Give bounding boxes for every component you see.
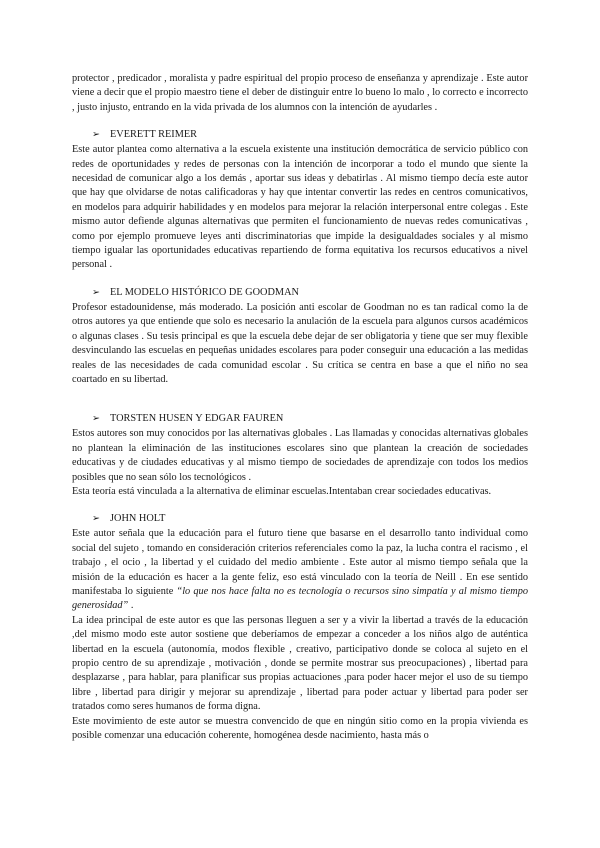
heading-text: EL MODELO HISTÓRICO DE GOODMAN — [110, 286, 299, 298]
paragraph-holt-2: La idea principal de este autor es que las personas lleguen a ser y a vivir la libertad a través de la educación ,del mismo modo este autor sostiene que deberíamos de empezar a conceder a los niños algo de auténtica libertad en la escuela (autonomía, modos flexible , creativo, participativo donde se coloca al sujeto en el propio centro de su aprendizaje , motivación , donde se permite mostrar sus preocupaciones) , libertad para desplazarse , para hablar, para planificar sus propias actuaciones ,para poder hacer mejor el uso de su tiempo libre , libertad para dirigir y mejorar su aprendizaje , libertad para poder actuar y libertad para poder ser tratados como seres humanos de forma digna. — [72, 614, 528, 713]
paragraph-holt-3: Este movimiento de este autor se muestra convencido de que en ningún sitio como en la propia vivienda es posible comenzar una educación coherente, homogénea desde nacimiento, hasta más o — [72, 715, 528, 742]
heading-goodman — [72, 284, 528, 301]
page-content — [72, 72, 528, 743]
arrow-bullet-icon: ➢ — [92, 413, 100, 425]
heading-text: JOHN HOLT — [110, 513, 166, 525]
arrow-bullet-icon: ➢ — [92, 286, 100, 298]
paragraph-teoria: Esta teoría está vinculada a la alternativa de eliminar escuelas.Intentaban crear sociedades educativas. — [72, 485, 492, 497]
paragraph-text: Este autor señala que la educación para el futuro tiene que basarse en el desarrollo tanto individual como social del sujeto , tomando en consideración criterios referenciales como la paz, la lucha contra el racismo , el trabajo , el ocio , la libertad y el cuidado del medio ambiente . Este autor al mismo tiempo señala que la misión de la educación es hacer a la gente feliz, eso está vinculado con la teoría de Neill . En ese sentido manifestaba lo siguiente — [72, 528, 528, 597]
arrow-bullet-icon: ➢ — [92, 513, 100, 525]
paragraph-end: . — [130, 600, 134, 612]
heading-text: TORSTEN HUSEN Y EDGAR FAUREN — [110, 413, 284, 425]
heading-everett-reimer — [72, 126, 528, 143]
paragraph-husen-fauren: Estos autores son muy conocidos por las alternativas globales . Las llamadas y conocidas alternativas globales no plantean la eliminación de las instituciones escolares sino que plantean la creación de sociedades educativas y de ciudades educativas y al mismo tiempo de sociedades de aprendizaje con todos los medios posibles que no sean sólo los tecnológicos . — [72, 428, 528, 483]
paragraph-holt-1 — [72, 527, 528, 613]
arrow-bullet-icon: ➢ — [92, 129, 100, 141]
heading-text: EVERETT REIMER — [110, 129, 198, 141]
paragraph-goodman: Profesor estadounidense, más moderado. La posición anti escolar de Goodman no es tan radical como la de otros autores ya que entiende que solo es necesario la anulación de la escuela para algunos cursos académicos o algunas clases . Su tesis principal es que la escuela debe dejar de ser obligatoria y tiene que ser muy flexible desvinculando las escuelas en pequeñas unidades escolares para poder conseguir una educación a las medidas reales de las necesidades de cada comunidad escolar . Su crítica se centra en base a que el niño no sea coartado en su libertad. — [72, 301, 528, 385]
quote-text: “lo que nos hace falta no es tecnología o recursos sino simpatía y al mismo tiempo generosidad” — [72, 585, 529, 612]
heading-john-holt — [72, 510, 528, 527]
paragraph-intro: protector , predicador , moralista y padre espiritual del propio proceso de enseñanza y aprendizaje . Este autor viene a decir que el propio maestro tiene el deber de distinguir entre lo bueno lo malo , lo correcto e incorrecto , justo injusto, entrando en la vida privada de los alumnos con la intención de ayudarles . — [72, 73, 528, 113]
paragraph-reimer: Este autor plantea como alternativa a la escuela existente una institución democrática de servicio público con redes de oportunidades y redes de personas con la intención de incorporar a todo el mundo que siente la necesidad de comunicar algo a los demás , aportar sus ideas y debatirlas . Al mismo tiempo decía este autor que hay que olvidarse de notas calificadoras y hay que intentar convertir las redes en centros comunicativos, en modelos para adquirir habilidades y en modelos para mejorar la relación interpersonal entre colegas . Este mismo autor defiende algunas alternativas que permiten el funcionamiento de nuevas redes comunicativas , como por ejemplo promueve leyes anti discriminatorias que impide la desigualdades sociales y al mismo tiempo igualar las oportunidades educativas repartiendo de forma equitativa los recursos educativos a nivel personal . — [72, 144, 528, 271]
heading-husen-fauren — [72, 410, 528, 427]
